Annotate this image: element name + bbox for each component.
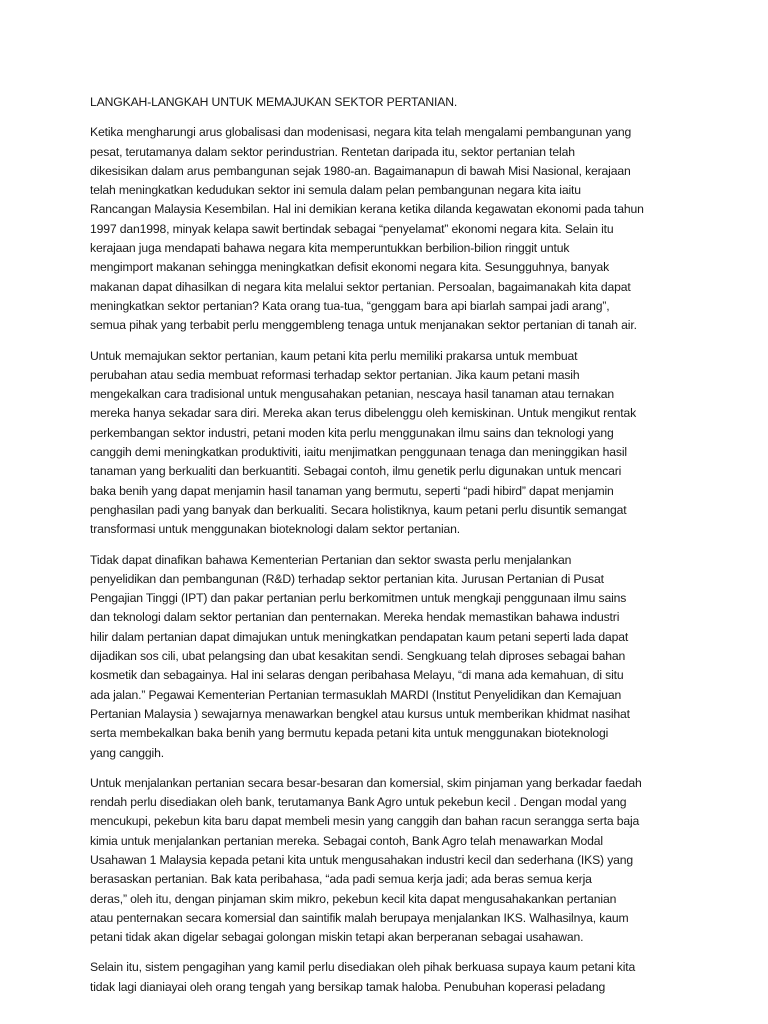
text-line: Usahawan 1 Malaysia kepada petani kita untuk mengusahakan industri kecil dan sederhana (IKS) yang [90, 852, 634, 867]
text-line: mereka hanya sekadar sara diri. Mereka akan terus dibelenggu oleh kemiskinan. Untuk mengikut rentak [90, 406, 637, 421]
text-line: ada jalan.” Pegawai Kementerian Pertanian termasuklah MARDI (Institut Penyelidikan dan Kemajuan [90, 687, 622, 702]
text-line: Pengajian Tinggi (IPT) dan pakar pertanian perlu berkomitmen untuk mengkaji penggunaan ilmu sains [90, 591, 627, 606]
paragraph-2 [90, 347, 682, 540]
text-line: meningkatkan sektor pertanian? Kata orang tua-tua, “genggam bara api biarlah sampai jadi arang”, [90, 298, 610, 313]
text-line: telah meningkatkan kedudukan sektor ini semula dalam pelan pembangunan negara kita iaitu [90, 183, 581, 198]
paragraph-5 [90, 958, 682, 997]
text-line: transformasi untuk menggunakan bioteknologi dalam sektor pertanian. [90, 522, 461, 537]
text-line: kerajaan juga mendapati bahawa negara kita memperuntukkan berbilion-bilion ringgit untuk [90, 241, 570, 256]
text-line: serta membekalkan baka benih yang bermutu kepada petani kita untuk menggunakan bioteknologi [90, 726, 609, 741]
text-line: Tidak dapat dinafikan bahawa Kementerian Pertanian dan sektor swasta perlu menjalankan [90, 552, 572, 567]
text-line: tidak lagi dianiayai oleh orang tengah yang bersikap tamak haloba. Penubuhan koperasi peladang [90, 979, 606, 994]
document-title: LANGKAH-LANGKAH UNTUK MEMAJUKAN SEKTOR PERTANIAN. [90, 95, 458, 109]
text-line: tanaman yang berkualiti dan berkuantiti. Sebagai contoh, ilmu genetik perlu digunakan untuk mencari [90, 464, 622, 479]
text-line: perubahan atau sedia membuat reformasi terhadap sektor pertanian. Jika kaum petani masih [90, 367, 580, 382]
paragraph-1 [90, 123, 682, 335]
text-line: rendah perlu disediakan oleh bank, terutamanya Bank Agro untuk pekebun kecil . Dengan modal yang [90, 795, 627, 810]
text-line: atau penternakan secara komersial dan saintifik malah berupaya menjalankan IKS. Walhasilnya, kaum [90, 910, 629, 925]
text-line: penghasilan padi yang banyak dan berkualiti. Secara holistiknya, kaum petani perlu disuntik semangat [90, 502, 627, 517]
text-line: kosmetik dan sebagainya. Hal ini selaras dengan peribahasa Melayu, “di mana ada kemahuan, di situ [90, 668, 624, 683]
paragraph-3 [90, 551, 682, 763]
text-line: penyelidikan dan pembangunan (R&D) terhadap sektor pertanian kita. Jurusan Pertanian di Pusat [90, 571, 604, 586]
text-line: perkembangan sektor industri, petani moden kita perlu menggunakan ilmu sains dan teknologi yang [90, 425, 614, 440]
text-line: mencukupi, pekebun kita baru dapat membeli mesin yang canggih dan bahan racun serangga serta baja [90, 814, 640, 829]
text-line: Selain itu, sistem pengagihan yang kamil perlu disediakan oleh pihak berkuasa supaya kaum petani kita [90, 960, 636, 975]
text-line: Ketika mengharungi arus globalisasi dan modenisasi, negara kita telah mengalami pembangunan yang [90, 125, 632, 140]
text-line: 1997 dan1998, minyak kelapa sawit bertindak sebagai “penyelamat” ekonomi negara kita. Selain itu [90, 221, 614, 236]
text-line: hilir dalam pertanian dapat dimajukan untuk meningkatkan pendapatan kaum petani seperti lada dapat [90, 629, 629, 644]
text-line: mengekalkan cara tradisional untuk mengusahakan petanian, nescaya hasil tanaman atau ternakan [90, 387, 615, 402]
text-line: dan teknologi dalam sektor pertanian dan penternakan. Mereka hendak memastikan bahawa industri [90, 610, 620, 625]
text-line: dikesisikan dalam arus pembangunan sejak 1980-an. Bagaimanapun di bawah Misi Nasional, kerajaan [90, 163, 631, 178]
text-line: semua pihak yang terbabit perlu menggembleng tenaga untuk menjanakan sektor pertanian di tanah air. [90, 318, 637, 333]
text-line: Rancangan Malaysia Kesembilan. Hal ini demikian kerana ketika dilanda kegawatan ekonomi pada tahun [90, 202, 644, 217]
text-line: petani tidak akan digelar sebagai golongan miskin tetapi akan berperanan sebagai usahawan. [90, 930, 584, 945]
text-line: mengimport makanan sehingga meningkatkan defisit ekonomi negara kita. Sesungguhnya, banyak [90, 260, 610, 275]
text-line: pesat, terutamanya dalam sektor perindustrian. Rentetan daripada itu, sektor pertanian telah [90, 144, 575, 159]
text-line: Untuk menjalankan pertanian secara besar-besaran dan komersial, skim pinjaman yang berkadar faedah [90, 775, 642, 790]
text-line: dijadikan sos cili, ubat pelangsing dan ubat kesakitan sendi. Sengkuang telah diproses sebagai bahan [90, 649, 626, 664]
text-line: canggih demi meningkatkan produktiviti, iaitu menjimatkan penggunaan tenaga dan meninggikan hasil [90, 445, 627, 460]
text-line: makanan dapat dihasilkan di negara kita melalui sektor pertanian. Persoalan, bagaimanakah kita dapat [90, 279, 631, 294]
text-line: Pertanian Malaysia ) sewajarnya menawarkan bengkel atau kursus untuk memberikan khidmat nasihat [90, 706, 630, 721]
text-line: berasaskan pertanian. Bak kata peribahasa, “ada padi semua kerja jadi; ada beras semua kerja [90, 872, 592, 887]
text-line: kimia untuk menjalankan pertanian mereka. Sebagai contoh, Bank Agro telah menawarkan Modal [90, 833, 603, 848]
document-body [90, 93, 682, 1008]
text-line: deras,” oleh itu, dengan pinjaman skim mikro, pekebun kecil kita dapat mengusahakankan pertanian [90, 891, 617, 906]
text-line: baka benih yang dapat menjamin hasil tanaman yang bermutu, seperti “padi hibird” dapat menjamin [90, 483, 614, 498]
text-line: Untuk memajukan sektor pertanian, kaum petani kita perlu memiliki prakarsa untuk membuat [90, 348, 578, 363]
paragraph-4 [90, 774, 682, 948]
text-line: yang canggih. [90, 745, 164, 760]
